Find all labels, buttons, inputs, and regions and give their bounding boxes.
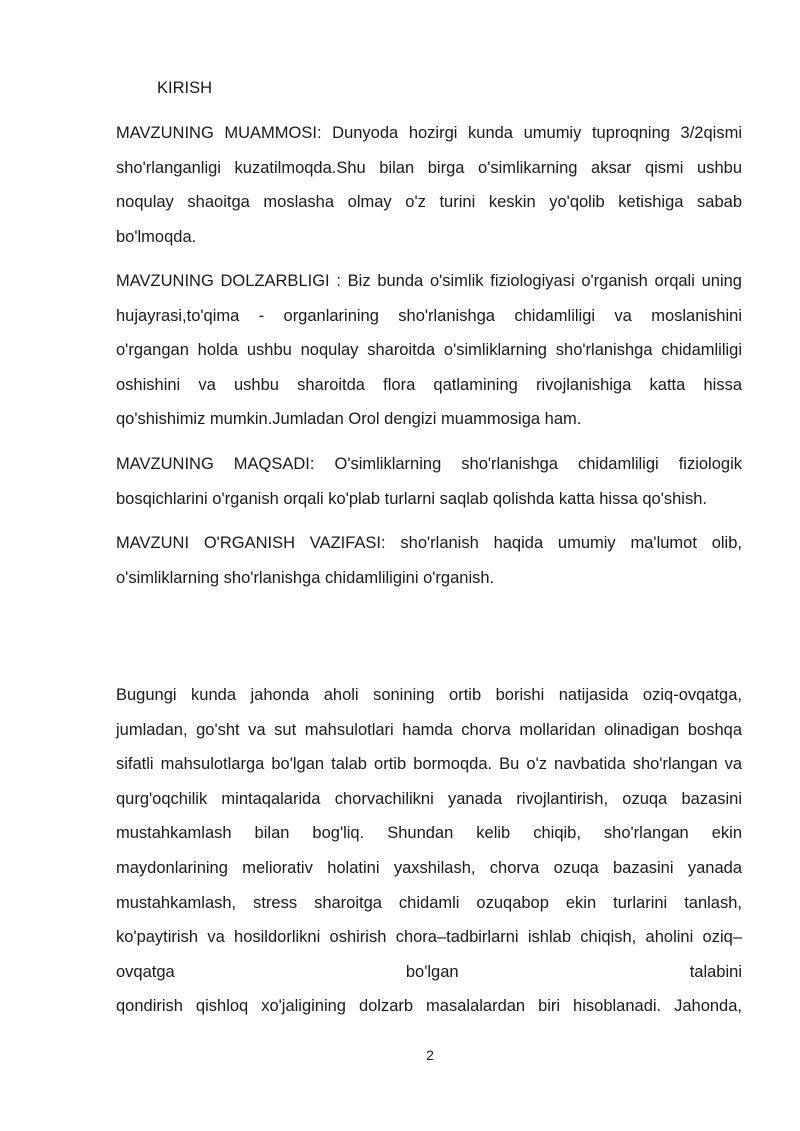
text-line: mustahkamlash, stress sharoitga chidamli ozuqabop ekin turlarini tanlash, (116, 893, 742, 912)
text-line: oshishini va ushbu sharoitda flora qatlamining rivojlanishiga katta hissa (116, 375, 742, 394)
text-line: mustahkamlash bilan bog'liq. Shundan kelib chiqib, sho'rlangan ekin (116, 824, 742, 843)
text-line: maydonlarining meliorativ holatini yaxshilash, chorva ozuqa bazasini yanada (116, 858, 742, 877)
text-line: o'rgangan holda ushbu noqulay sharoitda o'simliklarning sho'rlanishga chidamliligi (116, 341, 742, 360)
text-line: qondirish qishloq xo'jaligining dolzarb masalalardan biri hisoblanadi. Jahonda, (116, 997, 742, 1016)
text-line: sho'rlanganligi kuzatilmoqda.Shu bilan birga o'simlikarning aksar qismi ushbu (116, 158, 742, 177)
text-line: bosqichlarini o'rganish orqali ko'plab turlarni saqlab qolishda katta hissa qo'shish. (116, 489, 707, 508)
paragraph-goal (116, 447, 742, 516)
text-line: noqulay shaoitga moslasha olmay o'z turini keskin yo'qolib ketishiga sabab (116, 193, 742, 212)
text-line: jumladan, go'sht va sut mahsulotlari hamda chorva mollaridan olinadigan boshqa (116, 720, 742, 739)
section-heading: KIRISH (157, 79, 213, 97)
paragraph-task (116, 526, 742, 595)
text-line: MAVZUNING MUAMMOSI: Dunyoda hozirgi kunda umumiy tuproqning 3/2qismi (116, 124, 742, 142)
text-line: qurg'oqchilik mintaqalarida chorvachilikni yanada rivojlantirish, ozuqa bazasini (116, 789, 742, 808)
text-line: ovqatga bo'lgan talabini (116, 962, 742, 981)
text-line: MAVZUNING MAQSADI: O'simliklarning sho'rlanishga chidamliligi fiziologik (116, 455, 742, 473)
text-line: o'simliklarning sho'rlanishga chidamliligini o'rganish. (116, 568, 495, 587)
paragraph-problem (116, 116, 742, 254)
text-line: bo'lmoqda. (116, 227, 197, 246)
text-line: sifatli mahsulotlarga bo'lgan talab ortib bormoqda. Bu o'z navbatida sho'rlangan va (116, 755, 742, 774)
paragraph-body (116, 678, 742, 1024)
text-line: qo'shishimiz mumkin.Jumladan Orol dengizi muammosiga ham. (116, 410, 582, 429)
text-line: hujayrasi,to'qima - organlarining sho'rlanishga chidamliligi va moslanishini (116, 306, 742, 325)
text-line: MAVZUNING DOLZARBLIGI : Biz bunda o'simlik fiziologiyasi o'rganish orqali uning (116, 272, 742, 290)
page-number: 2 (426, 1047, 434, 1063)
text-line: ko'paytirish va hosildorlikni oshirish chora–tadbirlarni ishlab chiqish, aholini oziq– (116, 928, 742, 947)
text-line: MAVZUNI O'RGANISH VAZIFASI: sho'rlanish haqida umumiy ma'lumot olib, (116, 534, 742, 552)
paragraph-relevance (116, 264, 742, 437)
text-line: Bugungi kunda jahonda aholi sonining ortib borishi natijasida oziq-ovqatga, (116, 686, 742, 704)
